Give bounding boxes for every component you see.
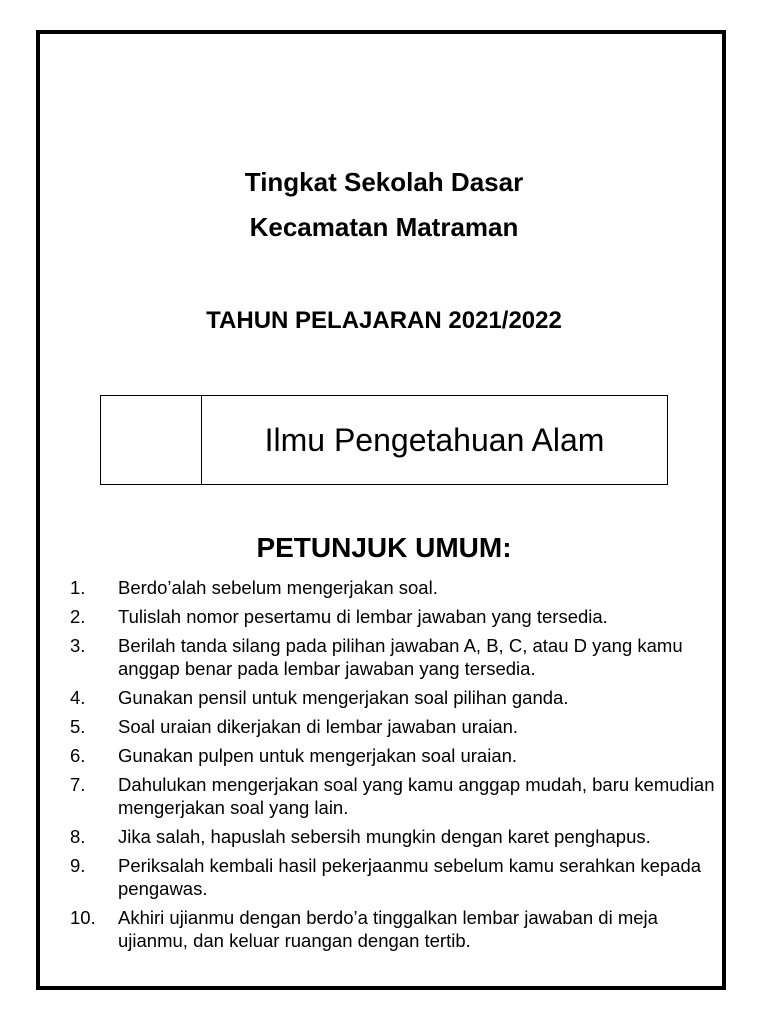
instruction-text: Tulislah nomor pesertamu di lembar jawaban yang tersedia. — [118, 606, 608, 627]
instructions-list — [70, 576, 730, 958]
instruction-number: 5. — [70, 716, 86, 737]
instruction-item — [70, 773, 730, 819]
instruction-text: Dahulukan mengerjakan soal yang kamu anggap mudah, baru kemudian mengerjakan soal yang lain. — [118, 774, 715, 818]
instruction-text: Gunakan pulpen untuk mengerjakan soal uraian. — [118, 745, 518, 766]
instruction-text: Periksalah kembali hasil pekerjaanmu sebelum kamu serahkan kepada pengawas. — [118, 855, 702, 899]
instruction-number: 1. — [70, 577, 86, 598]
subject-box — [100, 395, 668, 485]
instruction-item — [70, 825, 730, 848]
instruction-number: 4. — [70, 687, 86, 708]
instruction-number: 3. — [70, 635, 86, 656]
instruction-text: Akhiri ujianmu dengan berdo’a tinggalkan lembar jawaban di meja ujianmu, dan keluar ruangan dengan tertib. — [118, 907, 658, 951]
instruction-item — [70, 715, 730, 738]
instruction-number: 7. — [70, 774, 86, 795]
instruction-item — [70, 634, 730, 680]
instruction-item — [70, 854, 730, 900]
instruction-item — [70, 686, 730, 709]
instructions-title: PETUNJUK UMUM: — [256, 532, 512, 563]
instruction-text: Jika salah, hapuslah sebersih mungkin dengan karet penghapus. — [118, 826, 651, 847]
instruction-item — [70, 906, 730, 952]
instruction-number: 9. — [70, 855, 86, 876]
school-level-heading: Tingkat Sekolah Dasar — [244, 167, 524, 197]
instruction-number: 2. — [70, 606, 86, 627]
instruction-number: 6. — [70, 745, 86, 766]
instruction-text: Berilah tanda silang pada pilihan jawaban A, B, C, atau D yang kamu anggap benar pada lembar jawaban yang tersedia. — [118, 635, 683, 679]
instruction-number: 10. — [70, 907, 96, 928]
academic-year-heading: TAHUN PELAJARAN 2021/2022 — [206, 307, 562, 334]
subject-code-cell — [101, 396, 202, 484]
instruction-text: Soal uraian dikerjakan di lembar jawaban uraian. — [118, 716, 519, 737]
subject-name: Ilmu Pengetahuan Alam — [264, 421, 605, 458]
instruction-number: 8. — [70, 826, 86, 847]
instruction-item — [70, 576, 730, 599]
instruction-text: Berdo’alah sebelum mengerjakan soal. — [118, 577, 438, 598]
district-heading: Kecamatan Matraman — [249, 212, 519, 242]
instruction-text: Gunakan pensil untuk mengerjakan soal pilihan ganda. — [118, 687, 569, 708]
instruction-item — [70, 744, 730, 767]
instruction-item — [70, 605, 730, 628]
